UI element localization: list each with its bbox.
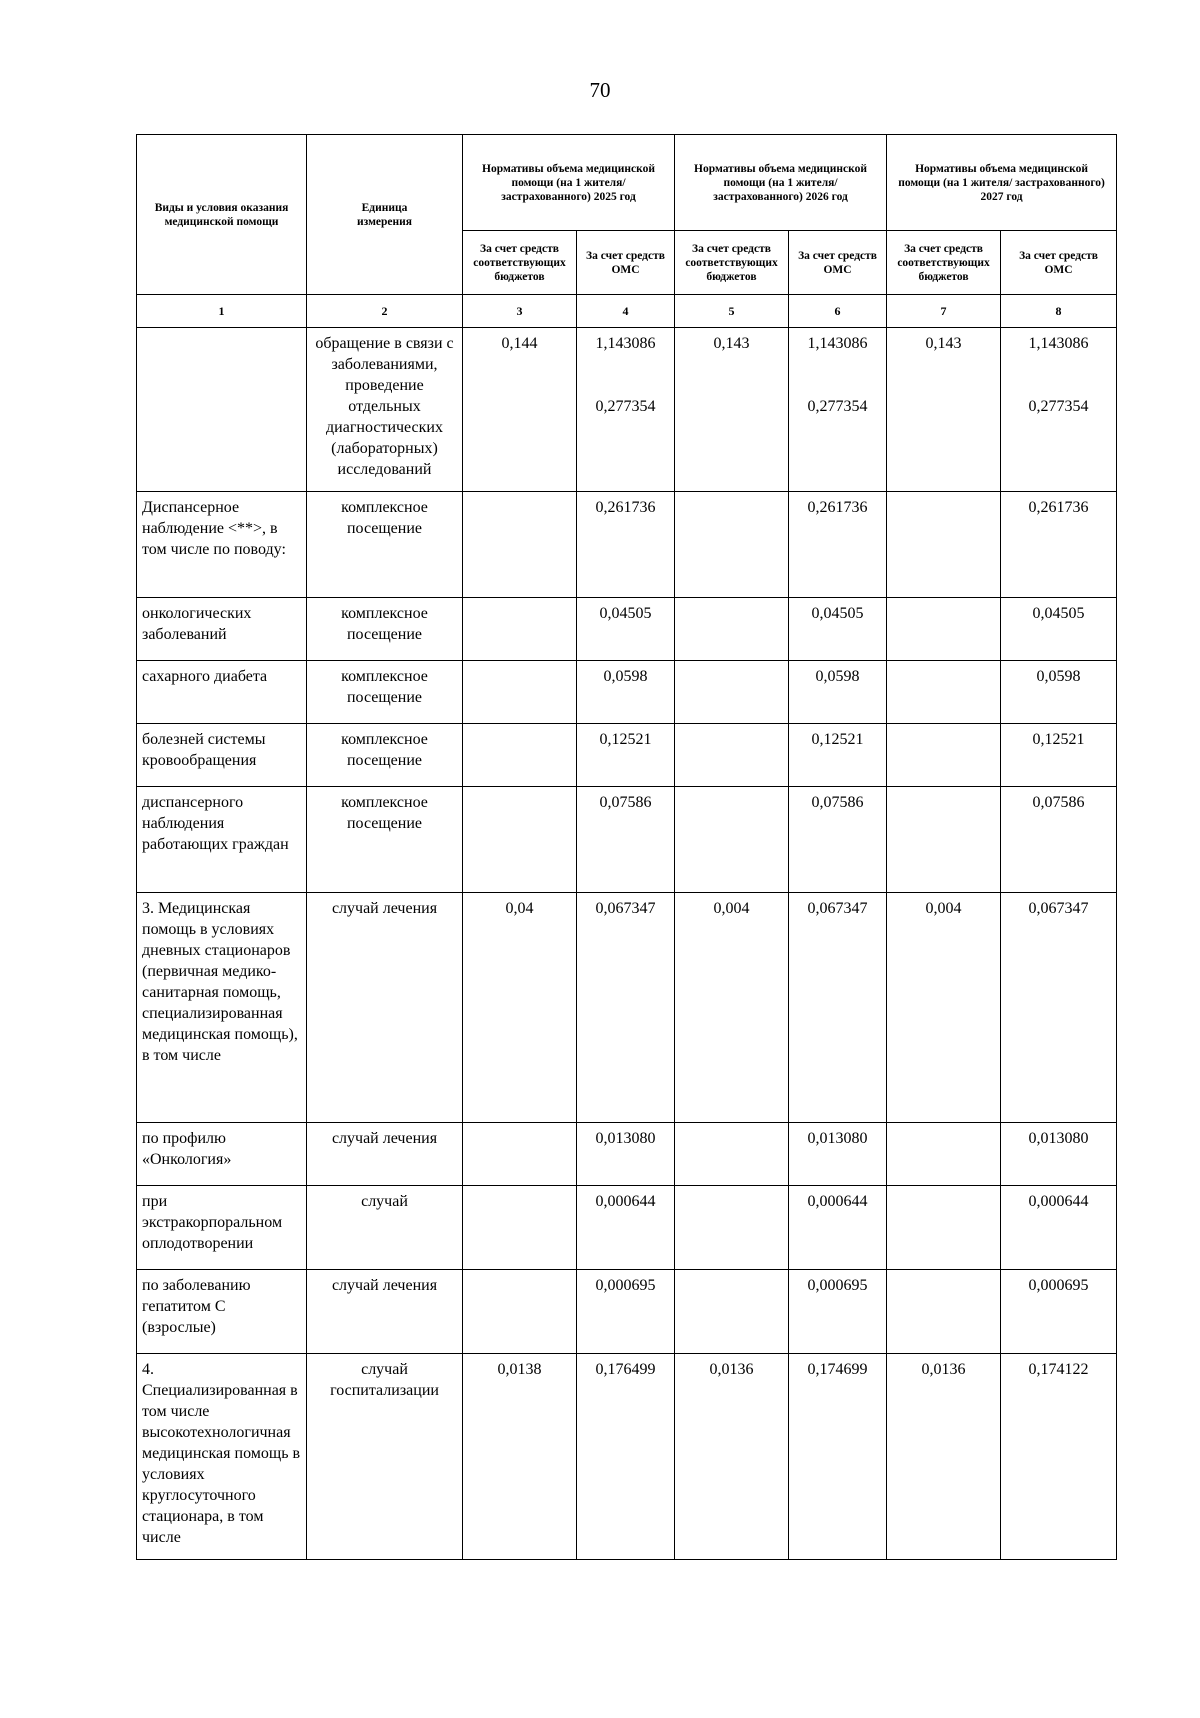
header-oms-2026: За счет средств ОМС [789,231,887,295]
column-number: 6 [789,295,887,328]
page-number: 70 [589,78,611,102]
row-kind: Диспансерное наблюдение <**>, в том числе по поводу: [137,492,307,598]
value-line: 0,277354 [1028,398,1089,415]
value-budget-2026: 0,143 [675,328,789,492]
value-budget-2026 [675,492,789,598]
row-kind: 4. Специализированная в том числе высокотехнологичная медицинская помощь в условиях круглосуточного стационара, в том числе [137,1354,307,1560]
value-budget-2025 [463,787,577,893]
header-budget-2027: За счет средств соответствующих бюджетов [887,231,1001,295]
table-row [137,787,1117,893]
column-number: 1 [137,295,307,328]
value-budget-2025: 0,04 [463,893,577,1123]
value-oms-2026: 0,0598 [789,661,887,724]
row-unit: комплексное посещение [307,787,463,893]
row-unit: случай госпитализации [307,1354,463,1560]
value-oms-2027: 0,174122 [1001,1354,1117,1560]
value-oms-2025: 0,000644 [577,1186,675,1270]
table-row [137,1186,1117,1270]
row-unit: случай лечения [307,893,463,1123]
value-budget-2026 [675,787,789,893]
row-unit: комплексное посещение [307,724,463,787]
value-oms-2025: 0,261736 [577,492,675,598]
value-budget-2027: 0,0136 [887,1354,1001,1560]
value-budget-2027: 0,004 [887,893,1001,1123]
value-budget-2026: 0,0136 [675,1354,789,1560]
value-oms-2025: 0,067347 [577,893,675,1123]
row-unit: комплексное посещение [307,492,463,598]
value-oms-2025: 0,04505 [577,598,675,661]
table-header [137,135,1117,328]
value-oms-2026: 0,07586 [789,787,887,893]
value-oms-2027: 0,067347 [1001,893,1117,1123]
value-oms-2027: 0,0598 [1001,661,1117,724]
value-oms-2026: 0,12521 [789,724,887,787]
value-budget-2027 [887,598,1001,661]
row-kind [137,328,307,492]
row-kind: онкологических заболеваний [137,598,307,661]
value-budget-2027 [887,1270,1001,1354]
value-oms-2027: 0,013080 [1001,1123,1117,1186]
value-line: 1,143086 [595,335,656,352]
value-budget-2025 [463,661,577,724]
header-group-2027: Нормативы объема медицинской помощи (на 1 жителя/ застрахованного) 2027 год [887,135,1117,231]
value-budget-2025: 0,0138 [463,1354,577,1560]
value-budget-2025 [463,1270,577,1354]
row-kind: при экстракорпоральном оплодотворении [137,1186,307,1270]
row-unit: случай [307,1186,463,1270]
value-oms-2026: 0,174699 [789,1354,887,1560]
column-number: 7 [887,295,1001,328]
value-oms-2026 [789,328,887,492]
table-row [137,1354,1117,1560]
value-oms-2026: 0,261736 [789,492,887,598]
value-budget-2025 [463,1123,577,1186]
header-budget-2025: За счет средств соответствующих бюджетов [463,231,577,295]
table-row [137,1123,1117,1186]
value-oms-2026: 0,04505 [789,598,887,661]
value-oms-2025: 0,176499 [577,1354,675,1560]
header-oms-2025: За счет средств ОМС [577,231,675,295]
header-budget-2026: За счет средств соответствующих бюджетов [675,231,789,295]
value-oms-2025: 0,0598 [577,661,675,724]
value-oms-2025 [577,328,675,492]
value-oms-2027: 0,07586 [1001,787,1117,893]
value-budget-2027 [887,787,1001,893]
header-unit: Единица измерения [307,135,463,295]
header-kind: Виды и условия оказания медицинской помощи [137,135,307,295]
value-line: 0,277354 [807,398,868,415]
row-unit: случай лечения [307,1123,463,1186]
value-budget-2027 [887,1123,1001,1186]
norms-table [136,134,1117,1560]
value-budget-2027 [887,661,1001,724]
value-oms-2026: 0,067347 [789,893,887,1123]
value-budget-2027: 0,143 [887,328,1001,492]
column-number: 8 [1001,295,1117,328]
value-oms-2027: 0,000695 [1001,1270,1117,1354]
value-oms-2027: 0,000644 [1001,1186,1117,1270]
row-kind: сахарного диабета [137,661,307,724]
value-budget-2026: 0,004 [675,893,789,1123]
value-budget-2026 [675,661,789,724]
value-oms-2025: 0,000695 [577,1270,675,1354]
value-budget-2026 [675,598,789,661]
value-line: 1,143086 [1028,335,1089,352]
row-unit: случай лечения [307,1270,463,1354]
value-budget-2025 [463,724,577,787]
value-oms-2025: 0,07586 [577,787,675,893]
value-oms-2026: 0,000644 [789,1186,887,1270]
value-budget-2027 [887,492,1001,598]
table-row [137,1270,1117,1354]
value-budget-2026 [675,1123,789,1186]
row-kind: диспансерного наблюдения работающих граждан [137,787,307,893]
value-oms-2026: 0,013080 [789,1123,887,1186]
value-oms-2027: 0,04505 [1001,598,1117,661]
value-oms-2027: 0,261736 [1001,492,1117,598]
row-unit: обращение в связи с заболеваниями, проведение отдельных диагностических (лабораторных) исследований [307,328,463,492]
value-oms-2027: 0,12521 [1001,724,1117,787]
value-oms-2025: 0,013080 [577,1123,675,1186]
value-line: 0,277354 [595,398,656,415]
row-unit: комплексное посещение [307,598,463,661]
row-kind: по профилю «Онкология» [137,1123,307,1186]
table-row [137,492,1117,598]
value-budget-2026 [675,1270,789,1354]
column-number: 5 [675,295,789,328]
header-oms-2027: За счет средств ОМС [1001,231,1117,295]
table-row [137,598,1117,661]
value-budget-2025 [463,598,577,661]
row-kind: болезней системы кровообращения [137,724,307,787]
row-kind: по заболеванию гепатитом С (взрослые) [137,1270,307,1354]
value-budget-2025: 0,144 [463,328,577,492]
table-row [137,328,1117,492]
value-oms-2026: 0,000695 [789,1270,887,1354]
row-unit: комплексное посещение [307,661,463,724]
value-budget-2026 [675,724,789,787]
column-number: 4 [577,295,675,328]
row-kind: 3. Медицинская помощь в условиях дневных стационаров (первичная медико-санитарная помощь, специализированная медицинская помощь), в том числе [137,893,307,1123]
value-oms-2025: 0,12521 [577,724,675,787]
table-row [137,661,1117,724]
value-line: 1,143086 [807,335,868,352]
value-budget-2025 [463,492,577,598]
value-budget-2027 [887,1186,1001,1270]
header-group-2025: Нормативы объема медицинской помощи (на 1 жителя/застрахованного) 2025 год [463,135,675,231]
value-budget-2025 [463,1186,577,1270]
value-budget-2027 [887,724,1001,787]
table-row [137,893,1117,1123]
column-number: 2 [307,295,463,328]
column-number: 3 [463,295,577,328]
table-row [137,724,1117,787]
value-budget-2026 [675,1186,789,1270]
value-oms-2027 [1001,328,1117,492]
header-group-2026: Нормативы объема медицинской помощи (на 1 жителя/застрахованного) 2026 год [675,135,887,231]
